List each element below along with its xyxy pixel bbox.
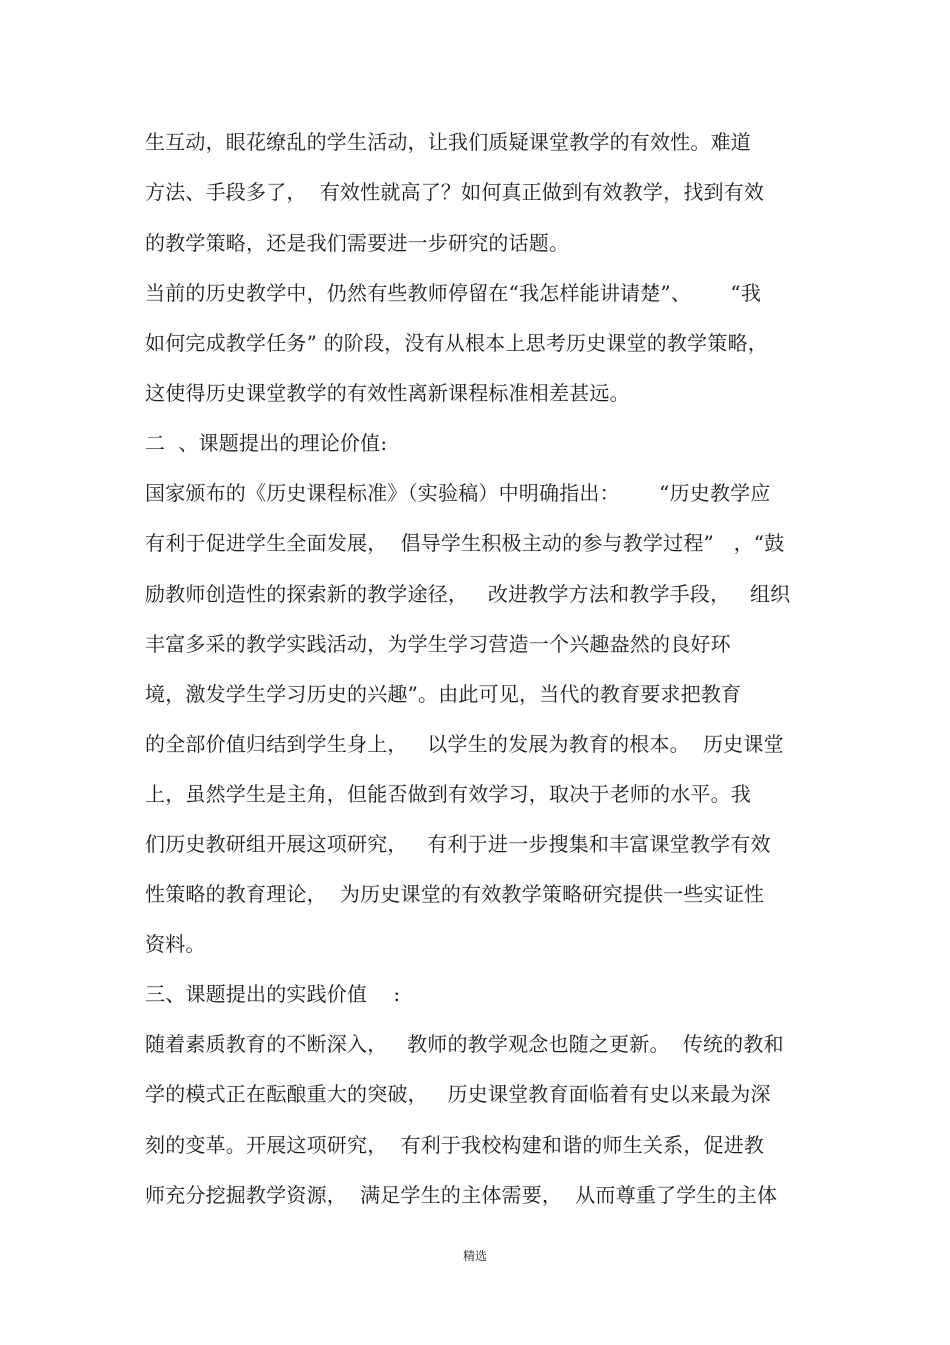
text-line: 丰富多采的教学实践活动，为学生学习营造一个兴趣盎然的良好环 [145,632,731,656]
text-line: 上，虽然学生是主角，但能否做到有效学习，取决于老师的水平。我 [145,782,751,806]
text-line: 们历史教研组开展这项研究， 有利于进一步搜集和丰富课堂教学有效 [145,832,771,856]
text-line: 励教师创造性的探索新的教学途径， 改进教学方法和教学手段， 组织 [145,582,791,606]
section-heading: 二 、课题提出的理论价值: [145,431,388,455]
text-line: 如何完成教学任务” 的阶段，没有从根本上思考历史课堂的教学策略， [145,331,768,355]
text-line: 刻的变革。开展这项研究， 有利于我校构建和谐的师生关系，促进教 [145,1133,765,1157]
text-line: 国家颁布的《历史课程标准》（实验稿）中明确指出： “历史教学应 [145,481,771,505]
page-footer-label: 精选 [462,1249,487,1263]
text-line: 随着素质教育的不断深入， 教师的教学观念也随之更新。 传统的教和 [145,1032,784,1056]
text-line: 有利于促进学生全面发展， 倡导学生积极主动的参与教学过程” ，“鼓 [145,531,785,555]
text-line: 生互动，眼花缭乱的学生活动，让我们质疑课堂教学的有效性。难道 [145,130,751,154]
section-heading: 三、课题提出的实践价值 : [145,982,401,1006]
text-line: 方法、手段多了， 有效性就高了？如何真正做到有效教学，找到有效 [145,180,765,204]
text-line: 资料。 [145,932,206,956]
text-line: 师充分挖掘教学资源， 满足学生的主体需要， 从而尊重了学生的主体 [145,1183,778,1207]
text-line: 的教学策略，还是我们需要进一步研究的话题。 [145,231,570,255]
text-line: 的全部价值归结到学生身上， 以学生的发展为教育的根本。 历史课堂 [145,732,784,756]
text-line: 这使得历史课堂教学的有效性离新课程标准相差甚远。 [145,381,630,405]
text-line: 境，激发学生学习历史的兴趣”。由此可见，当代的教育要求把教育 [145,682,742,706]
text-line: 当前的历史教学中，仍然有些教师停留在“我怎样能讲请楚”、 “我 [145,281,762,305]
text-line: 学的模式正在酝酿重大的突破， 历史课堂教育面临着有史以来最为深 [145,1082,771,1106]
text-line: 性策略的教育理论， 为历史课堂的有效教学策略研究提供一些实证性 [145,882,765,906]
